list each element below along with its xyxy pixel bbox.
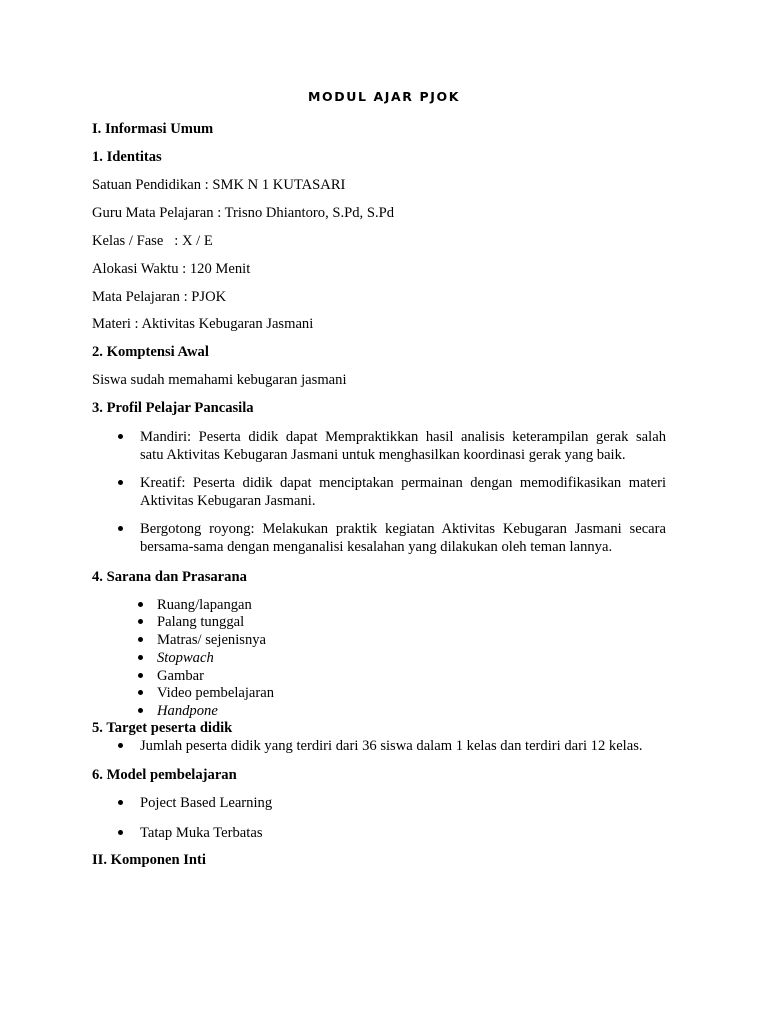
target-item: Jumlah peserta didik yang terdiri dari 36 siswa dalam 1 kelas dan terdiri dari 12 kelas. — [140, 738, 643, 754]
heading-model-pembelajaran: 6. Model pembelajaran — [92, 767, 237, 783]
sarana-item: Palang tunggal — [157, 614, 245, 630]
identitas-kelas-fase: Kelas / Fase : X / E — [92, 233, 213, 249]
bullet-dot — [118, 480, 123, 485]
identitas-alokasi-waktu: Alokasi Waktu : 120 Menit — [92, 261, 251, 277]
bullet-dot — [138, 690, 143, 695]
profil-gotong-royong-line-1: Bergotong royong: Melakukan praktik kegiatan Aktivitas Kebugaran Jasmani secara — [140, 521, 666, 537]
heading-identitas: 1. Identitas — [92, 149, 162, 165]
sarana-item: Video pembelajaran — [157, 685, 275, 701]
bullet-dot — [138, 708, 143, 713]
sarana-item: Stopwach — [157, 650, 214, 666]
model-item: Poject Based Learning — [140, 795, 273, 811]
profil-mandiri-line-2: satu Aktivitas Kebugaran Jasmani untuk menghasilkan koordinasi gerak yang baik. — [140, 447, 626, 463]
bullet-dot — [118, 434, 123, 439]
bullet-dot — [138, 602, 143, 607]
document-title: MODUL AJAR PJOK — [307, 89, 460, 104]
kompetensi-awal-text: Siswa sudah memahami kebugaran jasmani — [92, 372, 347, 388]
bullet-dot — [138, 619, 143, 624]
section-heading-komponen-inti: II. Komponen Inti — [92, 852, 206, 868]
sarana-item: Matras/ sejenisnya — [157, 632, 267, 648]
model-item: Tatap Muka Terbatas — [140, 825, 263, 841]
section-heading-informasi-umum: I. Informasi Umum — [92, 121, 214, 137]
profil-kreatif-line-1: Kreatif: Peserta didik dapat menciptakan permainan dengan memodifikasikan materi — [140, 475, 666, 491]
bullet-dot — [118, 830, 123, 835]
identitas-guru: Guru Mata Pelajaran : Trisno Dhiantoro, S.Pd, S.Pd — [92, 205, 395, 221]
heading-profil-pelajar: 3. Profil Pelajar Pancasila — [92, 400, 254, 416]
bullet-dot — [138, 655, 143, 660]
heading-kompetensi-awal: 2. Komptensi Awal — [92, 344, 209, 360]
bullet-dot — [118, 526, 123, 531]
sarana-item: Handpone — [157, 703, 218, 719]
heading-sarana-prasarana: 4. Sarana dan Prasarana — [92, 569, 247, 585]
heading-target-peserta: 5. Target peserta didik — [92, 720, 233, 736]
profil-gotong-royong-line-2: bersama-sama dengan menganalisi kesalahan yang dilakukan oleh teman lannya. — [140, 539, 613, 555]
sarana-item: Ruang/lapangan — [157, 597, 252, 613]
bullet-dot — [138, 673, 143, 678]
bullet-dot — [118, 800, 123, 805]
sarana-item: Gambar — [157, 668, 205, 684]
identitas-mata-pelajaran: Mata Pelajaran : PJOK — [92, 289, 227, 305]
identitas-materi: Materi : Aktivitas Kebugaran Jasmani — [92, 316, 314, 332]
bullet-dot — [138, 637, 143, 642]
profil-mandiri-line-1: Mandiri: Peserta didik dapat Mempraktikkan hasil analisis keterampilan gerak salah — [140, 429, 666, 445]
profil-kreatif-line-2: Aktivitas Kebugaran Jasmani. — [140, 493, 316, 509]
identitas-satuan-pendidikan: Satuan Pendidikan : SMK N 1 KUTASARI — [92, 177, 346, 193]
bullet-dot — [118, 743, 123, 748]
